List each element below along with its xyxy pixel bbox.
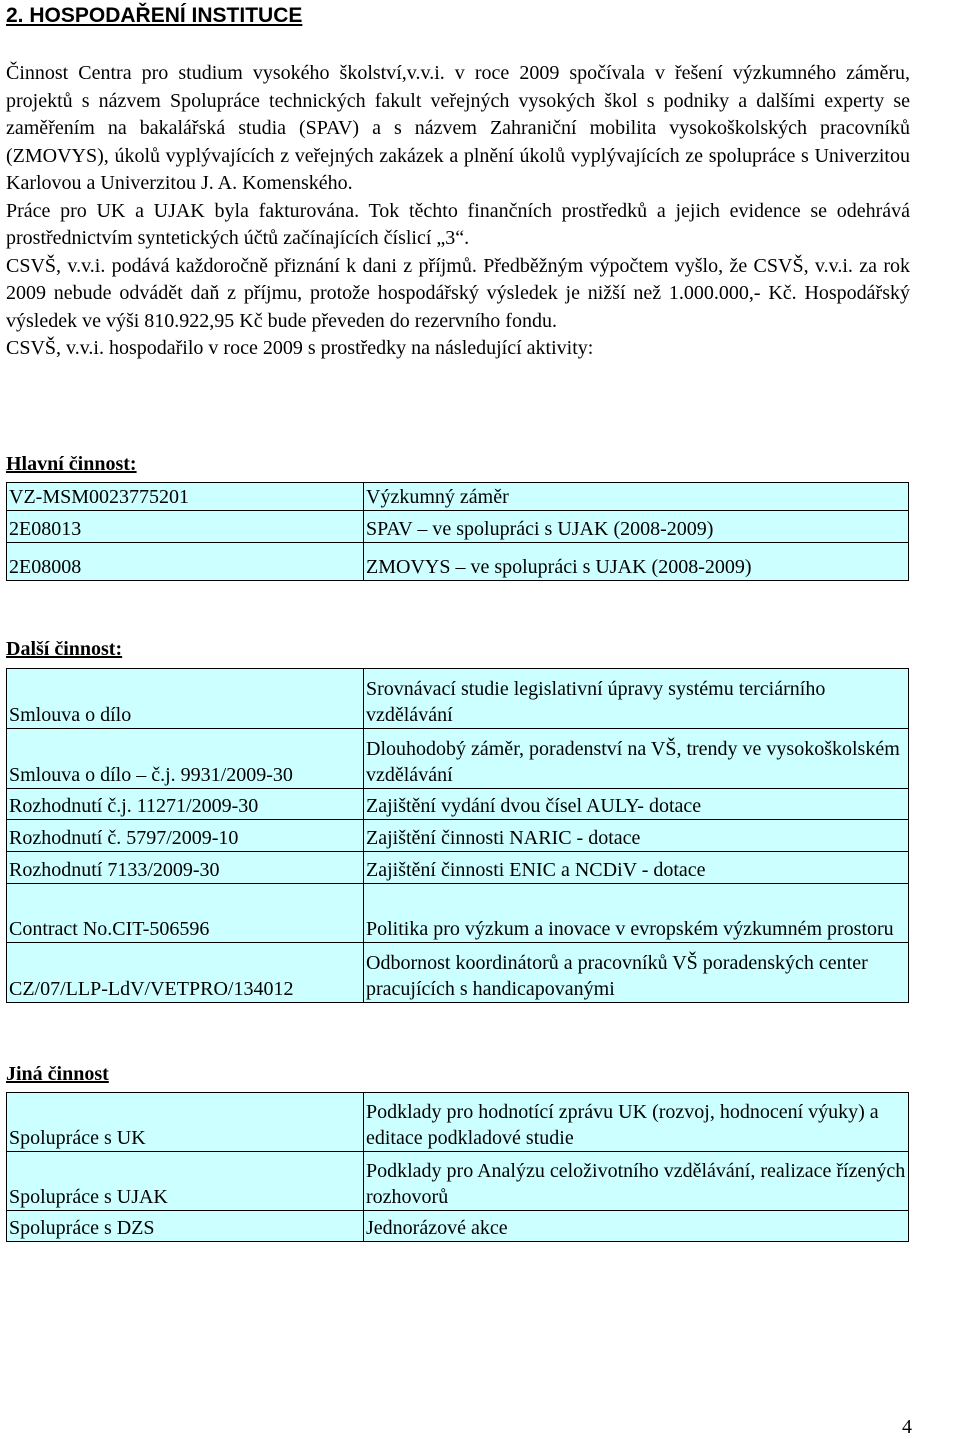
activity-description: Odbornost koordinátorů a pracovníků VŠ poradenských center pracujících s handicapovanými <box>364 943 909 1003</box>
main-activity-table <box>6 482 909 581</box>
activity-description: Podklady pro hodnotící zprávu UK (rozvoj, hodnocení výuky) a editace podkladové studie <box>364 1093 909 1152</box>
table-row <box>7 820 909 852</box>
activity-code: Spolupráce s UK <box>7 1093 364 1152</box>
activity-description: Dlouhodobý záměr, poradenství na VŠ, trendy ve vysokoškolském vzdělávání <box>364 729 909 789</box>
activity-description: Výzkumný záměr <box>364 483 909 511</box>
table-row <box>7 483 909 511</box>
paragraph-invoicing: Práce pro UK a UJAK byla fakturována. Tok těchto finančních prostředků a jejich evidence se odehrává prostřednictvím syntetických účtů začínajících číslicí „3“. <box>6 199 910 249</box>
activity-code: Smlouva o dílo <box>7 669 364 729</box>
table-row <box>7 669 909 729</box>
table-row <box>7 943 909 1003</box>
main-activity-title: Hlavní činnost: <box>6 453 137 475</box>
table-row <box>7 543 909 581</box>
another-activity-table <box>6 1092 909 1242</box>
table-row <box>7 1211 909 1242</box>
paragraph-intro: Činnost Centra pro studium vysokého školství,v.v.i. v roce 2009 spočívala v řešení výzkumného záměru, projektů s názvem Spolupráce technických fakult veřejných vysokých škol s podniky a dalšími experty se zaměřením na bakalářská studia (SPAV) a s názvem Zahraniční mobilita vysokoškolských pracovníků (ZMOVYS), úkolů vyplývajících z veřejných zakázek a plnění úkolů vyplývajících ze spolupráce s Univerzitou Karlovou a Univerzitou J. A. Komenského. <box>6 62 910 194</box>
activity-description: Zajištění vydání dvou čísel AULY- dotace <box>364 789 909 820</box>
table-row <box>7 789 909 820</box>
table-row <box>7 729 909 789</box>
table-row <box>7 1093 909 1152</box>
activity-description: Podklady pro Analýzu celoživotního vzdělávání, realizace řízených rozhovorů <box>364 1152 909 1211</box>
activity-description: Zajištění činnosti NARIC - dotace <box>364 820 909 852</box>
table-row <box>7 852 909 884</box>
activity-description: Zajištění činnosti ENIC a NCDiV - dotace <box>364 852 909 884</box>
activity-description: Jednorázové akce <box>364 1211 909 1242</box>
activity-code: Rozhodnutí č.j. 11271/2009-30 <box>7 789 364 820</box>
activity-code: Rozhodnutí č. 5797/2009-10 <box>7 820 364 852</box>
activity-code: 2E08013 <box>7 511 364 543</box>
activity-description: SPAV – ve spolupráci s UJAK (2008-2009) <box>364 511 909 543</box>
activity-code: Rozhodnutí 7133/2009-30 <box>7 852 364 884</box>
table-row <box>7 1152 909 1211</box>
activity-description: ZMOVYS – ve spolupráci s UJAK (2008-2009) <box>364 543 909 581</box>
activity-code: Spolupráce s UJAK <box>7 1152 364 1211</box>
activity-code: Contract No.CIT-506596 <box>7 884 364 943</box>
activity-code: Smlouva o dílo – č.j. 9931/2009-30 <box>7 729 364 789</box>
other-activity-title: Další činnost: <box>6 638 123 660</box>
activity-code: VZ-MSM0023775201 <box>7 483 364 511</box>
table-row <box>7 884 909 943</box>
activity-code: 2E08008 <box>7 543 364 581</box>
other-activity-table <box>6 668 909 1003</box>
activity-description: Srovnávací studie legislativní úpravy systému terciárního vzdělávání <box>364 669 909 729</box>
another-activity-title: Jiná činnost <box>6 1063 109 1085</box>
table-row <box>7 511 909 543</box>
activity-code: CZ/07/LLP-LdV/VETPRO/134012 <box>7 943 364 1003</box>
page-number: 4 <box>902 1416 912 1438</box>
activity-code: Spolupráce s DZS <box>7 1211 364 1242</box>
paragraph-tax: CSVŠ, v.v.i. podává každoročně přiznání k dani z příjmů. Předběžným výpočtem vyšlo, že CSVŠ, v.v.i. za rok 2009 nebude odvádět daň z příjmu, protože hospodářský výsledek je nižší než 1.000.000,- Kč. Hospodářský výsledek ve výši 810.922,95 Kč bude převeden do rezervního fondu. <box>6 254 910 332</box>
section-heading: 2. HOSPODAŘENÍ INSTITUCE <box>6 4 303 27</box>
body-text <box>6 60 910 363</box>
activity-description: Politika pro výzkum a inovace v evropském výzkumném prostoru <box>364 884 909 943</box>
paragraph-activities-intro: CSVŠ, v.v.i. hospodařilo v roce 2009 s prostředky na následující aktivity: <box>6 337 594 359</box>
